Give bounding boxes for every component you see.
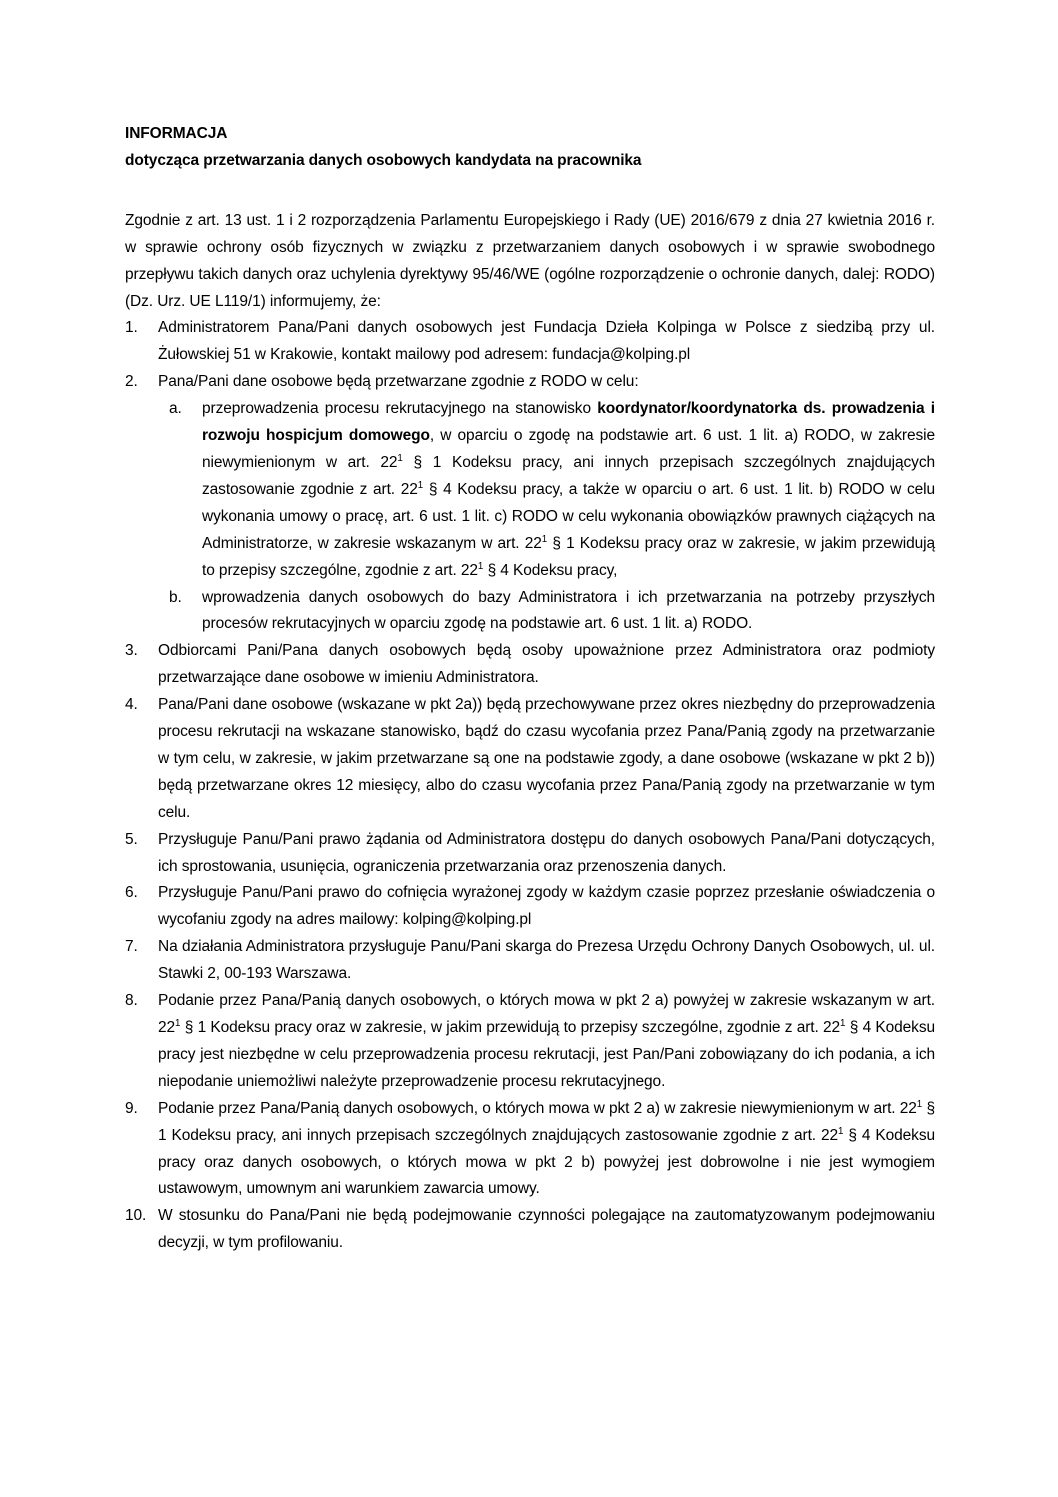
sublist-item [169, 585, 935, 639]
sublist-item-marker: a. [169, 400, 182, 418]
text-run: przeprowadzenia procesu rekrutacyjnego na stanowisko [202, 400, 598, 418]
superscript-run: 1 [838, 1125, 844, 1137]
list-item [125, 315, 935, 369]
superscript-run: 1 [840, 1017, 846, 1029]
sublist-item-text [202, 396, 935, 584]
text-run: Pana/Pani dane osobowe będą przetwarzane zgodnie z RODO w celu: [158, 373, 639, 391]
intro-paragraph: Zgodnie z art. 13 ust. 1 i 2 rozporządzenia Parlamentu Europejskiego i Rady (UE) 2016/679 z dnia 27 kwietnia 2016 r. w sprawie ochrony osób fizycznych w związku z przetwarzaniem danych osobowych i w sprawie swobodnego przepływu takich danych oraz uchylenia dyrektywy 95/46/WE (ogólne rozporządzenie o ochronie danych, dalej: RODO) (Dz. Urz. UE L119/1) informujemy, że: [125, 211, 935, 310]
list-item-marker: 8. [125, 992, 138, 1010]
list-item [125, 1096, 935, 1204]
text-run: Przysługuje Panu/Pani prawo żądania od Administratora dostępu do danych osobowych Pana/Pani dotyczących, ich sprostowania, usunięcia, ograniczenia przetwarzania oraz przenoszenia danych. [158, 830, 935, 875]
list-item-text [158, 1203, 935, 1257]
text-run: Administratorem Pana/Pani danych osobowych jest Fundacja Dzieła Kolpinga w Polsce z siedzibą przy ul. Żułowskiej 51 w Krakowie, kontakt mailowy pod adresem: fundacja@kolping.pl [158, 319, 935, 364]
list-item [125, 638, 935, 692]
list-item [125, 988, 935, 1096]
list-item-text [158, 692, 935, 827]
list-item [125, 692, 935, 827]
sublist-item-text [202, 585, 935, 639]
text-run: § 1 Kodeksu pracy oraz w zakresie, w jakim przewidują to przepisy szczególne, zgodnie z art. 22 [180, 1019, 841, 1036]
list-item [125, 934, 935, 988]
superscript-run: 1 [541, 533, 548, 545]
superscript-run: 1 [916, 1098, 923, 1110]
document-content [125, 121, 935, 1257]
list-item-text [158, 1096, 935, 1204]
list-item-marker: 9. [125, 1099, 138, 1117]
text-run: § 4 Kodeksu pracy jest niezbędne w celu przeprowadzenia procesu rekrutacji, jest Pan/Pani zobowiązany do ich podania, a ich niepodanie uniemożliwi należyte przeprowadzenie procesu rekrutacyjnego. [158, 1019, 936, 1090]
list-item [125, 827, 935, 881]
text-run: § 1 Kodeksu pracy, ani innych przepisach szczególnych znajdujących zastosowanie zgodnie z art. 22 [202, 453, 936, 498]
lettered-sublist [169, 396, 935, 638]
text-run: § 1 Kodeksu pracy, ani innych przepisach szczególnych znajdujących zastosowanie zgodnie z art. 22 [158, 1099, 935, 1144]
list-item-text [158, 880, 935, 934]
text-run: wprowadzenia danych osobowych do bazy Administratora i ich przetwarzania na potrzeby przyszłych procesów rekrutacyjnych w oparciu zgodę na podstawie art. 6 ust. 1 lit. a) RODO. [202, 588, 935, 633]
list-item-text [158, 369, 935, 396]
superscript-run: 1 [477, 560, 484, 572]
superscript-run: 1 [397, 452, 403, 464]
text-run: W stosunku do Pana/Pani nie będą podejmowanie czynności polegające na zautomatyzowanym podejmowaniu decyzji, w tym profilowaniu. [158, 1207, 935, 1252]
list-item-marker: 7. [125, 938, 138, 956]
list-item [125, 369, 935, 638]
list-item [125, 880, 935, 934]
text-run: Pana/Pani dane osobowe (wskazane w pkt 2a)) będą przechowywane przez okres niezbędny do przeprowadzenia procesu rekrutacji na wskazane stanowisko, bądź do czasu wycofania przez Pana/Panią zgody na przetwarzanie w tym celu, w zakresie, w jakim przetwarzane są one na podstawie zgody, a dane osobowe (wskazane w pkt 2 b)) będą przetwarzane okres 12 miesięcy, albo do czasu wycofania przez Pana/Panią zgody na przetwarzanie w tym celu. [158, 696, 935, 821]
list-item-marker: 5. [125, 830, 138, 848]
list-item-text [158, 827, 935, 881]
text-run: Odbiorcami Pani/Pana danych osobowych będą osoby upoważnione przez Administratora oraz podmioty przetwarzające dane osobowe w imieniu Administratora. [158, 642, 935, 687]
text-run: § 4 Kodeksu pracy, [483, 561, 618, 579]
superscript-run: 1 [175, 1017, 181, 1029]
list-item [125, 1203, 935, 1257]
sublist-item-marker: b. [169, 588, 182, 606]
sublist-item [169, 396, 935, 584]
text-run: § 4 Kodeksu pracy oraz danych osobowych, o których mowa w pkt 2 b) powyżej jest dobrowolne i nie jest wymogiem ustawowym, umownym ani warunkiem zawarcia umowy. [158, 1126, 935, 1198]
bold-text-run: koordynator/koordynatorka ds. prowadzenia i rozwoju hospicjum domowego [202, 400, 935, 445]
list-item-marker: 1. [125, 319, 138, 337]
text-run: Przysługuje Panu/Pani prawo do cofnięcia wyrażonej zgody w każdym czasie poprzez przesłanie oświadczenia o wycofaniu zgody na adres mailowy: kolping@kolping.pl [158, 884, 935, 929]
list-item-text [158, 315, 935, 369]
text-run: § 1 Kodeksu pracy oraz w zakresie, w jakim przewidują to przepisy szczególne, zgodnie z art. 22 [202, 534, 936, 579]
list-item-text [158, 638, 935, 692]
list-item-marker: 6. [125, 884, 138, 902]
text-run: § 4 Kodeksu pracy, a także w oparciu o art. 6 ust. 1 lit. b) RODO w celu wykonania umowy o pracę, art. 6 ust. 1 lit. c) RODO w celu wykonania obowiązków prawnych ciążących na Administratorze, w zakresie wskazanym w art. 22 [202, 480, 935, 552]
list-item-text [158, 988, 935, 1096]
doc-title: INFORMACJA [125, 125, 228, 142]
list-item-marker: 3. [125, 642, 138, 660]
list-item-text [158, 934, 935, 988]
list-item-marker: 2. [125, 373, 138, 391]
superscript-run: 1 [417, 479, 424, 491]
list-item-marker: 10. [125, 1207, 147, 1225]
text-run: Na działania Administratora przysługuje Panu/Pani skarga do Prezesa Urzędu Ochrony Danych Osobowych, ul. ul. Stawki 2, 00-193 Warszawa. [158, 938, 935, 983]
text-run: , w oparciu o zgodę na podstawie art. 6 ust. 1 lit. a) RODO, w zakresie niewymienionym w art. 22 [202, 427, 935, 471]
list-item-marker: 4. [125, 696, 138, 714]
numbered-list [125, 315, 935, 1257]
text-run: Podanie przez Pana/Panią danych osobowych, o których mowa w pkt 2 a) powyżej w zakresie wskazanym w art. 22 [158, 992, 935, 1036]
doc-subtitle: dotycząca przetwarzania danych osobowych kandydata na pracownika [125, 151, 642, 169]
text-run: Podanie przez Pana/Panią danych osobowych, o których mowa w pkt 2 a) w zakresie niewymienionym w art. 22 [158, 1099, 917, 1117]
